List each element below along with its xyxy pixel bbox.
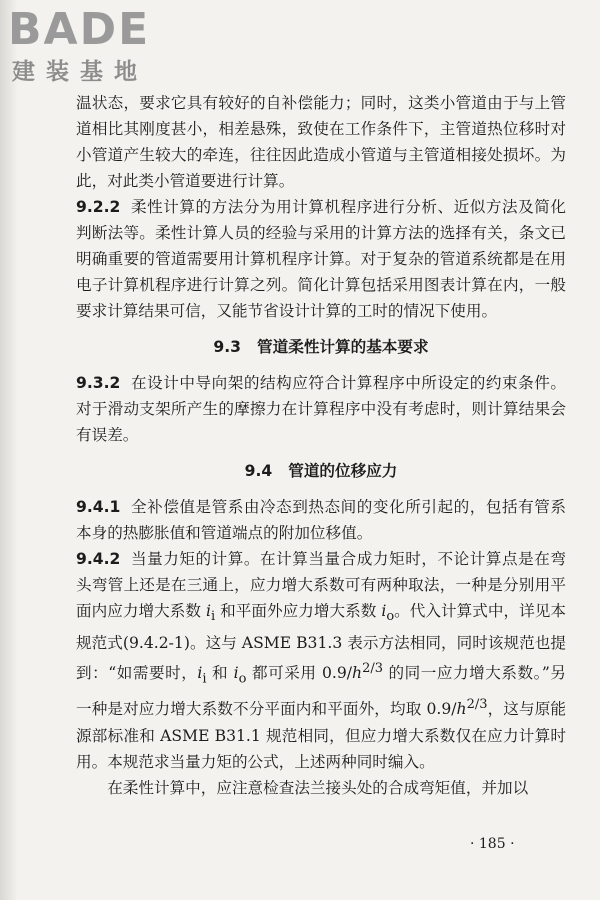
clause-text: 柔性计算的方法分为用计算机程序进行分析、近似方法及简化判断法等。柔性计算人员的经验与采用的计算方法的选择有关，条文已明确重要的管道需要用计算机程序计算。对于复杂的管道系统都是在用电子计算机程序进行计算之列。简化计算包括采用图表计算在内，一般要求计算结果可信，又能节省设计计算的工时的情况下使用。 [76, 198, 566, 320]
superscript: 2/3 [466, 697, 488, 713]
subscript: i [210, 609, 216, 625]
section-title: 管道的位移应力 [288, 462, 398, 480]
section-title: 管道柔性计算的基本要求 [257, 338, 429, 356]
section-number: 9.4 [244, 462, 273, 480]
clause-9-2-2 [76, 194, 566, 324]
clause-text-1: 当量力矩的计算。在计算当量合成力矩时，不论计算点是在弯头弯管上还是在三通上，应力增大系数可有两种取法，一种是分别用平面内应力增大系数 [76, 550, 566, 620]
var-i: i [197, 664, 203, 683]
subscript: i [202, 671, 207, 687]
clause-9-4-2 [76, 546, 566, 775]
intro-paragraph: 温状态，要求它具有较好的自补偿能力；同时，这类小管道由于与上管道相比其刚度甚小，相差悬殊，致使在工作条件下，主管道热位移时对小管道产生较大的牵连，往往因此造成小管道与主管道相接处损坏。为此，对此类小管道要进行计算。 [76, 94, 566, 190]
clause-9-4-1 [76, 494, 566, 546]
section-heading-9-4 [76, 458, 566, 484]
section-heading-9-3 [76, 334, 566, 360]
clause-text-7: ，这与原能源部标准和 ASME B31.1 规范相同，但应力增大系数仅在应力计算时用。本规范求当量力矩的公式，上述两种同时编入。 [76, 700, 566, 771]
page-body [76, 90, 566, 801]
superscript: 2/3 [362, 661, 383, 677]
clause-text: 在设计中导向架的结构应符合计算程序中所设定的约束条件。对于滑动支架所产生的摩擦力在计算程序中没有考虑时，则计算结果会有误差。 [76, 374, 566, 444]
clause-number: 9.4.2 [76, 550, 121, 568]
logo [8, 6, 178, 86]
clause-text: 全补偿值是管系由冷态到热态间的变化所引起的，包括有管系本身的热膨胀值和管道端点的附加位移值。 [76, 498, 566, 542]
logo-subtitle: 建装基地 [12, 59, 148, 85]
clause-text-6: 的同一应力增大系数。”另一种是对应力增大系数不分平面内和平面外，均取 0.9/ [76, 664, 567, 719]
closing-paragraph: 在柔性计算中，应注意检查法兰接头处的合成弯矩值，并加以 [107, 778, 529, 797]
page-number: · 185 · [470, 836, 515, 852]
subscript: o [238, 671, 247, 687]
section-number: 9.3 [213, 338, 242, 356]
var-i: i [233, 664, 239, 683]
clause-number: 9.2.2 [76, 198, 121, 216]
clause-text-2: 和平面外应力增大系数 [215, 602, 382, 620]
clause-number: 9.4.1 [76, 498, 121, 516]
clause-number: 9.3.2 [76, 374, 121, 392]
subscript: o [386, 609, 395, 625]
var-h: h [456, 700, 467, 719]
var-i: i [205, 602, 211, 620]
clause-text-5: 都可采用 0.9/ [246, 664, 353, 683]
clause-text-3: 。代入计算式中，详见本规范式(9.4.2-1)。这与 ASME B31.3 表示方法相同，同时该规范也提到：“如需要时， [76, 602, 566, 683]
scan-edge [0, 0, 18, 900]
var-h: h [352, 664, 363, 683]
clause-text-4: 和 [206, 664, 234, 683]
logo-brand: BADE [8, 4, 151, 55]
var-i: i [381, 602, 387, 620]
clause-9-3-2 [76, 370, 566, 448]
